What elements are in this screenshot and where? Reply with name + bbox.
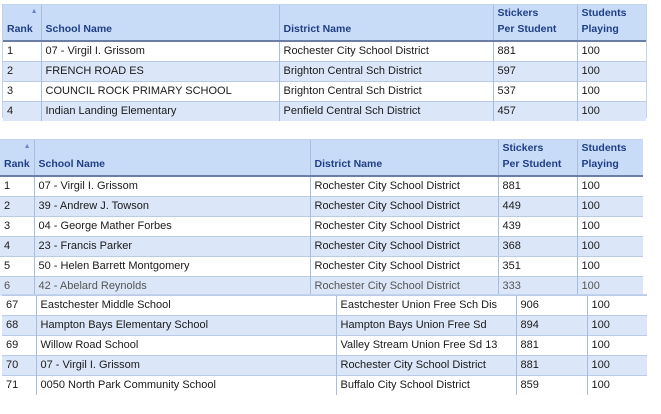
table-row[interactable] [3, 41, 646, 62]
table-row[interactable] [2, 296, 647, 316]
cell-district-name: Rochester City School District [310, 176, 498, 197]
cell-school-name: FRENCH ROAD ES [41, 62, 279, 82]
cell-rank: 2 [0, 197, 34, 217]
cell-district-name: Valley Stream Union Free Sd 13 [336, 336, 516, 356]
cell-students: 100 [577, 277, 643, 297]
table-row[interactable] [2, 336, 647, 356]
column-header-district-name[interactable]: District Name [310, 140, 498, 176]
cell-school-name: 42 - Abelard Reynolds [34, 277, 310, 297]
cell-stickers: 881 [516, 356, 587, 376]
cell-rank: 1 [3, 41, 41, 62]
cell-rank: 3 [3, 82, 41, 102]
cell-students: 100 [577, 41, 646, 62]
column-header-district-name[interactable]: District Name [279, 5, 493, 41]
cell-district-name: Rochester City School District [310, 257, 498, 277]
cell-district-name: Brighton Central Sch District [279, 62, 493, 82]
cell-stickers: 439 [498, 217, 577, 237]
cell-district-name: Rochester City School District [310, 217, 498, 237]
table-row[interactable] [3, 62, 646, 82]
cell-rank: 67 [2, 296, 36, 316]
cell-students: 100 [577, 82, 646, 102]
sort-ascending-icon[interactable]: ▲ [23, 143, 31, 150]
cell-district-name: Rochester City School District [310, 237, 498, 257]
cell-students: 100 [577, 62, 646, 82]
cell-stickers: 333 [498, 277, 577, 297]
cell-stickers: 881 [498, 176, 577, 197]
column-header-rank[interactable] [3, 5, 41, 41]
cell-students: 100 [577, 102, 646, 122]
table-row[interactable] [0, 237, 643, 257]
cell-school-name: COUNCIL ROCK PRIMARY SCHOOL [41, 82, 279, 102]
cell-rank: 3 [0, 217, 34, 237]
column-header-school-name[interactable]: School Name [34, 140, 310, 176]
table-row[interactable] [2, 316, 647, 336]
cell-students: 100 [577, 237, 643, 257]
cell-school-name: 07 - Virgil I. Grissom [41, 41, 279, 62]
cell-rank: 68 [2, 316, 36, 336]
column-header-rank-label: Rank [7, 23, 33, 35]
cell-students: 100 [577, 257, 643, 277]
cell-district-name: Rochester City School District [279, 41, 493, 62]
leaderboard-table-3[interactable] [2, 294, 647, 399]
cell-school-name: 07 - Virgil I. Grissom [36, 356, 336, 376]
cell-district-name: Rochester City School District [336, 356, 516, 376]
cell-rank: 69 [2, 336, 36, 356]
cell-stickers: 894 [516, 316, 587, 336]
table-row[interactable] [3, 102, 646, 122]
table-row[interactable] [0, 257, 643, 277]
cell-stickers: 881 [493, 41, 577, 62]
cell-school-name: 39 - Andrew J. Towson [34, 197, 310, 217]
table-row[interactable] [2, 376, 647, 396]
cell-stickers: 906 [516, 296, 587, 316]
cell-stickers: 457 [493, 102, 577, 122]
table-row[interactable] [0, 176, 643, 197]
cell-school-name: Willow Road School [36, 336, 336, 356]
cell-rank: 2 [3, 62, 41, 82]
cell-district-name: Rochester City School District [310, 277, 498, 297]
cell-students: 100 [587, 296, 647, 316]
cell-school-name: 07 - Virgil I. Grissom [34, 176, 310, 197]
cell-rank: 4 [0, 237, 34, 257]
cell-school-name: 0050 North Park Community School [36, 376, 336, 396]
column-header-students-playing[interactable]: Students Playing [577, 140, 643, 176]
cell-school-name: Indian Landing Elementary [41, 102, 279, 122]
leaderboard-table-1 [2, 4, 647, 118]
cell-stickers: 351 [498, 257, 577, 277]
cell-stickers: 449 [498, 197, 577, 217]
table-row[interactable] [2, 356, 647, 376]
cell-school-name: 23 - Francis Parker [34, 237, 310, 257]
cell-district-name: Eastchester Union Free Sch Dis [336, 296, 516, 316]
table-row[interactable] [0, 217, 643, 237]
table-row[interactable] [3, 82, 646, 102]
column-header-school-name[interactable]: School Name [41, 5, 279, 41]
leaderboard-table-2[interactable] [0, 139, 643, 292]
column-header-stickers-per-student[interactable]: Stickers Per Student [493, 5, 577, 41]
column-header-rank-label: Rank [4, 158, 30, 170]
cell-rank: 71 [2, 376, 36, 396]
cell-stickers: 881 [516, 336, 587, 356]
cell-rank: 5 [0, 257, 34, 277]
cell-rank: 70 [2, 356, 36, 376]
cell-school-name: Hampton Bays Elementary School [36, 316, 336, 336]
cell-students: 100 [587, 376, 647, 396]
cell-stickers: 368 [498, 237, 577, 257]
cell-students: 100 [577, 197, 643, 217]
cell-students: 100 [587, 336, 647, 356]
column-header-stickers-per-student[interactable]: Stickers Per Student [498, 140, 577, 176]
table-row[interactable] [0, 197, 643, 217]
cell-district-name: Penfield Central Sch District [279, 102, 493, 122]
cell-stickers: 537 [493, 82, 577, 102]
cell-district-name: Rochester City School District [310, 197, 498, 217]
cell-rank: 6 [0, 277, 34, 297]
cell-students: 100 [587, 316, 647, 336]
cell-district-name: Hampton Bays Union Free Sd [336, 316, 516, 336]
cell-school-name: 04 - George Mather Forbes [34, 217, 310, 237]
sort-ascending-icon[interactable]: ▲ [30, 8, 38, 15]
cell-district-name: Buffalo City School District [336, 376, 516, 396]
cell-students: 100 [587, 356, 647, 376]
column-header-students-playing[interactable]: Students Playing [577, 5, 646, 41]
cell-students: 100 [577, 217, 643, 237]
cell-rank: 4 [3, 102, 41, 122]
column-header-rank[interactable] [0, 140, 34, 176]
cell-school-name: 50 - Helen Barrett Montgomery [34, 257, 310, 277]
cell-students: 100 [577, 176, 643, 197]
cell-district-name: Brighton Central Sch District [279, 82, 493, 102]
cell-school-name: Eastchester Middle School [36, 296, 336, 316]
cell-stickers: 859 [516, 376, 587, 396]
cell-rank: 1 [0, 176, 34, 197]
cell-stickers: 597 [493, 62, 577, 82]
